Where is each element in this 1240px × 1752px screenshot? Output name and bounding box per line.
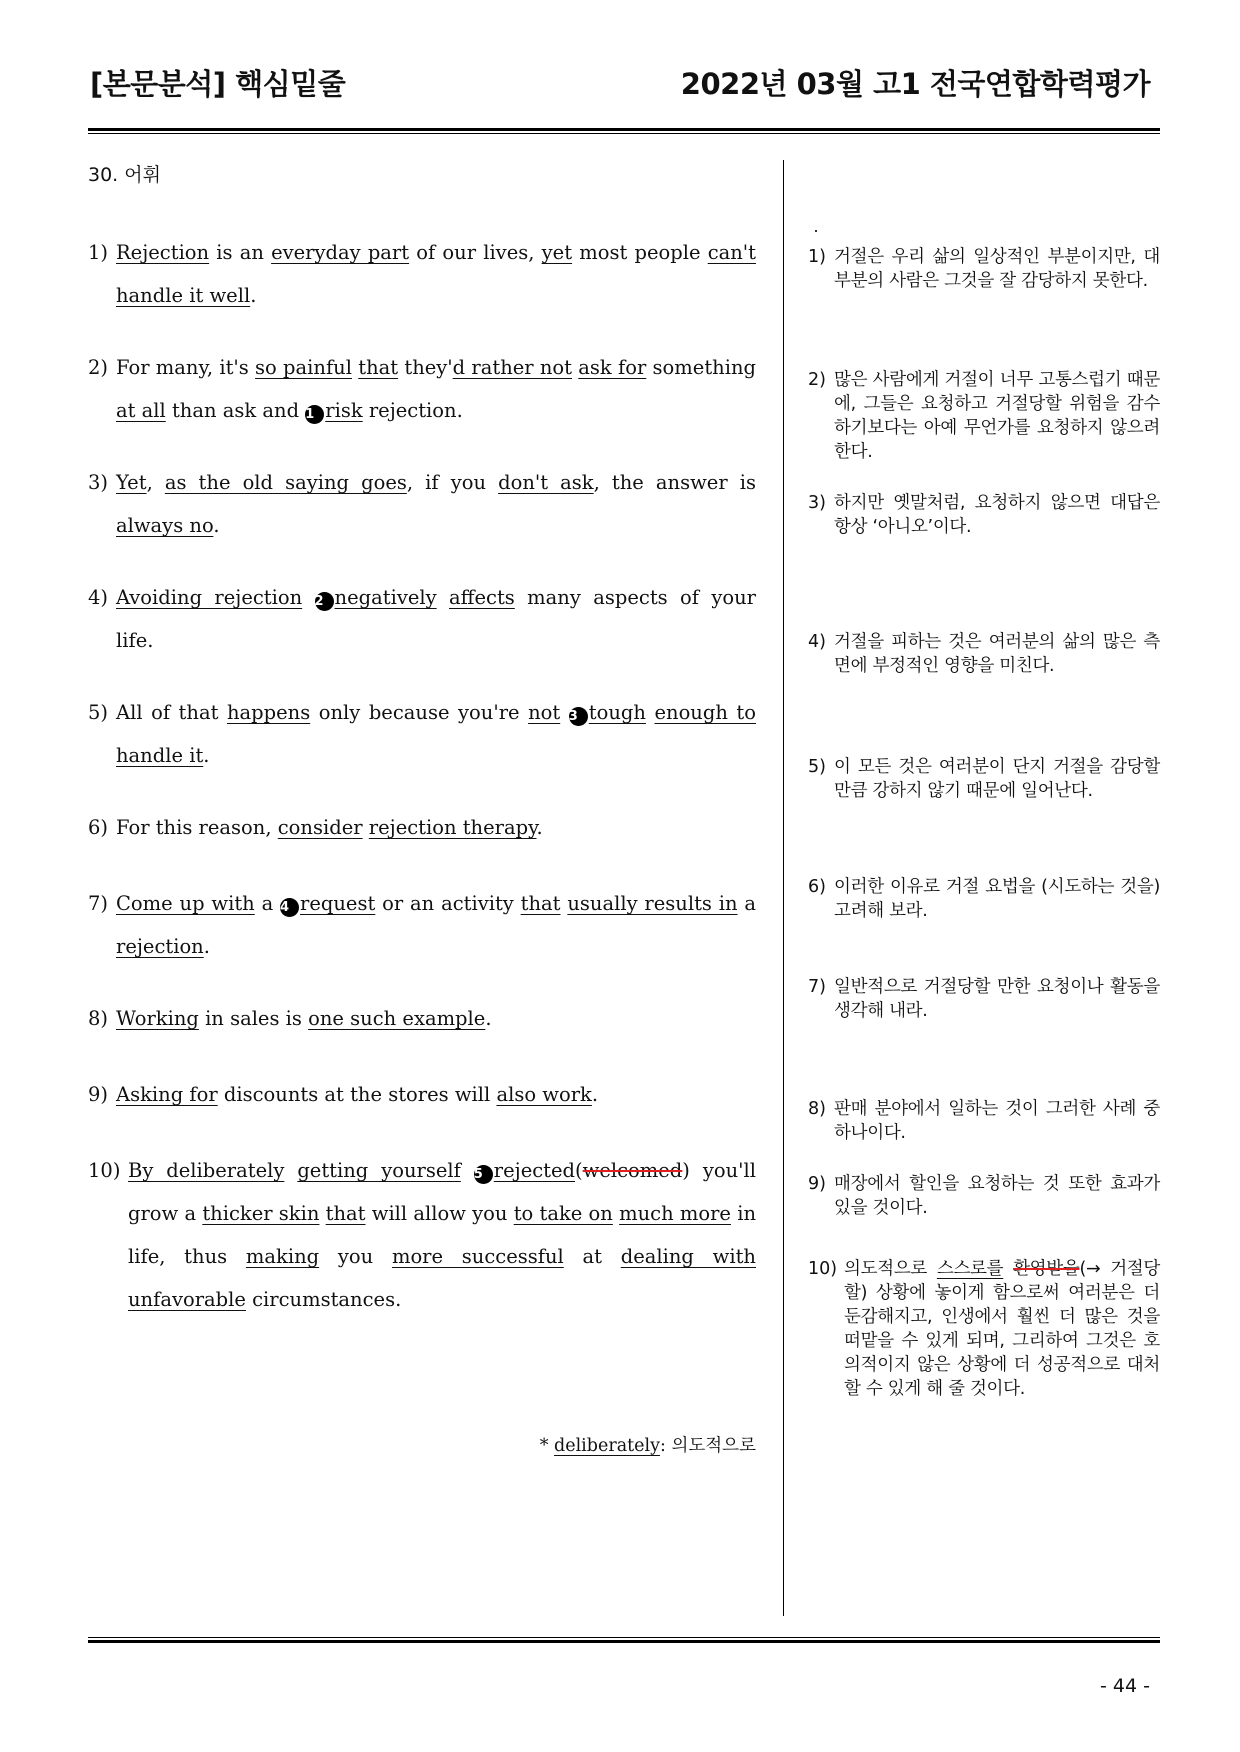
text-run: ) you'll grow a [128, 1159, 756, 1225]
text-run: you [319, 1245, 392, 1268]
circled-number-5-icon: 5 [474, 1165, 493, 1184]
underlined-phrase: Asking for [116, 1083, 218, 1106]
sentence-7 [88, 882, 756, 968]
translation-4 [808, 630, 1160, 678]
text-run: they' [398, 356, 453, 379]
translation-7 [808, 975, 1160, 1023]
underlined-phrase: everyday part [271, 241, 410, 264]
translation-9 [808, 1172, 1160, 1220]
footnote-word: deliberately [554, 1436, 660, 1456]
translation-number: 2) [808, 370, 826, 390]
sentence-4 [88, 576, 756, 662]
text-run [437, 586, 449, 609]
sentence-8 [88, 997, 756, 1040]
translation-10 [808, 1257, 1160, 1401]
underlined-phrase: rejected [493, 1159, 576, 1182]
translation-5 [808, 755, 1160, 803]
translation-number: 6) [808, 877, 826, 897]
text-run: than ask and [165, 399, 306, 422]
text-run: . [591, 1083, 599, 1106]
translation-text [834, 491, 1160, 539]
text-run: 거절을 피하는 것은 여러분의 삶의 많은 측면에 부정적인 영향을 미친다. [834, 632, 1160, 676]
underlined-phrase: Rejection [116, 241, 210, 264]
sentence-number: 9) [88, 1083, 109, 1106]
sentence-text [116, 806, 756, 849]
text-run: 하지만 옛말처럼, 요청하지 않으면 대답은 항상 ‘아니오’이다. [834, 493, 1160, 537]
text-run: . [536, 816, 543, 839]
underlined-phrase: Working [116, 1007, 199, 1030]
underlined-phrase: dealing with [620, 1245, 756, 1268]
translation-6 [808, 875, 1160, 923]
translation-number: 10) [808, 1259, 838, 1279]
underlined-phrase: happens [226, 701, 311, 724]
translation-number: 5) [808, 757, 826, 777]
underlined-phrase: getting yourself [297, 1159, 461, 1182]
underlined-phrase: don't ask [498, 471, 594, 494]
question-title: 30. 어휘 [88, 164, 161, 186]
text-run: For many, it's [116, 356, 256, 379]
sentence-5 [88, 691, 756, 777]
text-run: . [203, 935, 210, 958]
underlined-phrase: also work [496, 1083, 592, 1106]
text-run [461, 1159, 474, 1182]
underlined-phrase: that [325, 1202, 366, 1225]
struck-word: 환영받을 [1013, 1259, 1080, 1279]
text-run: a [737, 892, 757, 915]
underlined-phrase: rejection [116, 935, 204, 958]
text-run: is an [209, 241, 272, 264]
text-run: of our lives, [409, 241, 542, 264]
underlined-phrase: that [520, 892, 561, 915]
text-run: (→ 거절당할) 상황에 놓이게 함으로써 여러분은 더 둔감해지고, 인생에서 훨씬 더 많은 것을 떠맡을 수 있게 되며, 그리하여 그것은 호의적이지 않은 상황에 더 성공적으로 대처할 수 있게 해 줄 것이다. [844, 1259, 1161, 1399]
underlined-phrase: ask for [578, 356, 647, 379]
underlined-phrase: enough to handle it [116, 701, 757, 767]
translation-8 [808, 1097, 1160, 1145]
translation-text [834, 875, 1160, 923]
footnote-meaning: 의도적으로 [671, 1436, 756, 1456]
translation-text [834, 1172, 1160, 1220]
sentence-number: 10) [88, 1159, 121, 1182]
sentence-text [116, 461, 756, 547]
translation-3 [808, 491, 1160, 539]
translation-number: 9) [808, 1174, 826, 1194]
text-run: 많은 사람에게 거절이 너무 고통스럽기 때문에, 그들은 요청하고 거절당할 위험을 감수하기보다는 아예 무언가를 요청하지 않으려 한다. [834, 370, 1160, 462]
sentence-number: 1) [88, 241, 109, 264]
translation-text [834, 630, 1160, 678]
sentence-1 [88, 231, 756, 317]
underlined-phrase: not [528, 701, 561, 724]
circled-number-4-icon: 4 [280, 898, 299, 917]
text-run [560, 701, 569, 724]
sentence-number: 2) [88, 356, 109, 379]
text-run: 매장에서 할인을 요청하는 것 또한 효과가 있을 것이다. [834, 1174, 1160, 1218]
circled-number-2-icon: 2 [315, 592, 334, 611]
page-header [90, 62, 1150, 112]
footnote-star: * [539, 1436, 555, 1456]
underlined-phrase: request [300, 892, 376, 915]
underlined-phrase: rejection therapy [368, 816, 537, 839]
sentence-number: 7) [88, 892, 109, 915]
header-double-rule [88, 128, 1160, 134]
underlined-phrase: thicker skin [202, 1202, 320, 1225]
sentence-number: 5) [88, 701, 109, 724]
underlined-phrase: always no [116, 514, 214, 537]
text-run: 의도적으로 [844, 1259, 937, 1279]
translation-text [844, 1257, 1160, 1401]
text-run: will allow you [365, 1202, 514, 1225]
sentence-text [116, 1073, 756, 1116]
sentence-number: 3) [88, 471, 109, 494]
translation-1 [808, 245, 1160, 293]
sentence-text [116, 882, 756, 968]
sentence-text [116, 576, 756, 662]
struck-word: welcomed [582, 1159, 683, 1182]
underlined-phrase: much more [619, 1202, 731, 1225]
text-run: . [485, 1007, 492, 1030]
underlined-phrase: tough [588, 701, 646, 724]
sentence-text [116, 231, 756, 317]
underlined-phrase: at all [116, 399, 166, 422]
sentence-text [116, 691, 756, 777]
translation-number: 7) [808, 977, 826, 997]
underlined-phrase: that [358, 356, 399, 379]
underlined-phrase: risk [325, 399, 363, 422]
text-run: All of that [116, 701, 227, 724]
footnote [540, 1432, 756, 1457]
sentence-9 [88, 1073, 756, 1116]
translation-text [834, 1097, 1160, 1145]
text-run: many aspects of your life. [116, 586, 756, 652]
text-run: only because you're [310, 701, 529, 724]
text-run [302, 586, 314, 609]
sentence-text [116, 997, 756, 1040]
translation-2 [808, 368, 1160, 464]
underlined-phrase: usually results in [567, 892, 738, 915]
translation-number: 3) [808, 493, 826, 513]
text-run: 이러한 이유로 거절 요법을 (시도하는 것을) 고려해 보라. [834, 877, 1160, 921]
footnote-colon: : [660, 1436, 672, 1456]
underlined-phrase: consider [277, 816, 363, 839]
text-run: a [254, 892, 281, 915]
sentence-6 [88, 806, 756, 849]
text-run: , the answer is [593, 471, 756, 494]
text-run: discounts at the stores will [217, 1083, 497, 1106]
text-run: something [646, 356, 756, 379]
sentence-number: 8) [88, 1007, 109, 1030]
translation-text [834, 755, 1160, 803]
underlined-phrase: more successful [391, 1245, 564, 1268]
text-run: most people [572, 241, 708, 264]
text-run: . [203, 744, 210, 767]
circled-number-3-icon: 3 [569, 707, 588, 726]
underlined-phrase: affects [449, 586, 515, 609]
underlined-phrase: to take on [513, 1202, 613, 1225]
sentence-2 [88, 346, 756, 432]
circled-number-1-icon: 1 [305, 405, 324, 424]
sentence-3 [88, 461, 756, 547]
text-run: rejection. [362, 399, 463, 422]
underlined-phrase: unfavorable [128, 1288, 246, 1311]
underlined-phrase: Come up with [116, 892, 255, 915]
underlined-phrase: one such example [308, 1007, 486, 1030]
text-run: ( [575, 1159, 583, 1182]
text-run: For this reason, [116, 816, 278, 839]
text-run: in life, thus [128, 1202, 756, 1268]
text-run: circumstances. [245, 1288, 402, 1311]
text-run: 일반적으로 거절당할 만한 요청이나 활동을 생각해 내라. [834, 977, 1160, 1021]
header-left-title: [본문분석] 핵심밑줄 [90, 67, 346, 101]
underlined-phrase: so painful [255, 356, 352, 379]
text-run: in sales is [198, 1007, 309, 1030]
underlined-phrase: Avoiding rejection [116, 586, 303, 609]
sentence-text [116, 346, 756, 432]
text-run [284, 1159, 297, 1182]
translation-number: 1) [808, 247, 826, 267]
sentence-text [128, 1149, 756, 1321]
sentence-number: 4) [88, 586, 109, 609]
underlined-phrase: yet [541, 241, 573, 264]
sentence-number: 6) [88, 816, 109, 839]
underlined-phrase: By deliberately [128, 1159, 285, 1182]
column-divider [783, 160, 784, 1616]
stray-dot [815, 230, 817, 232]
translation-text [834, 245, 1160, 293]
translation-number: 8) [808, 1099, 826, 1119]
header-right-title: 2022년 03월 고1 전국연합학력평가 [680, 67, 1150, 101]
underlined-phrase: making [245, 1245, 320, 1268]
translation-number: 4) [808, 632, 826, 652]
text-run: . [213, 514, 220, 537]
translation-text [834, 975, 1160, 1023]
text-run: at [563, 1245, 621, 1268]
underlined-phrase: d rather not [452, 356, 573, 379]
text-run [1003, 1259, 1013, 1279]
text-run: 이 모든 것은 여러분이 단지 거절을 감당할 만큼 강하지 않기 때문에 일어난다. [834, 757, 1160, 801]
text-run: or an activity [375, 892, 521, 915]
sentence-10 [88, 1149, 756, 1321]
underlined-phrase: can't handle it well [116, 241, 756, 307]
text-run: 거절은 우리 삶의 일상적인 부분이지만, 대부분의 사람은 그것을 잘 감당하지 못한다. [834, 247, 1160, 291]
underlined-phrase: as the old saying goes [164, 471, 407, 494]
underlined-phrase: Yet [116, 471, 147, 494]
text-run: , if you [406, 471, 499, 494]
text-run: . [250, 284, 257, 307]
text-run: , [146, 471, 165, 494]
footer-double-rule [88, 1637, 1160, 1643]
text-run: 판매 분야에서 일하는 것이 그러한 사례 중 하나이다. [834, 1099, 1160, 1143]
underlined-phrase: negatively [334, 586, 437, 609]
page-number: - 44 - [1100, 1675, 1150, 1697]
translation-text [834, 368, 1160, 464]
underlined-phrase: 스스로를 [936, 1259, 1004, 1279]
